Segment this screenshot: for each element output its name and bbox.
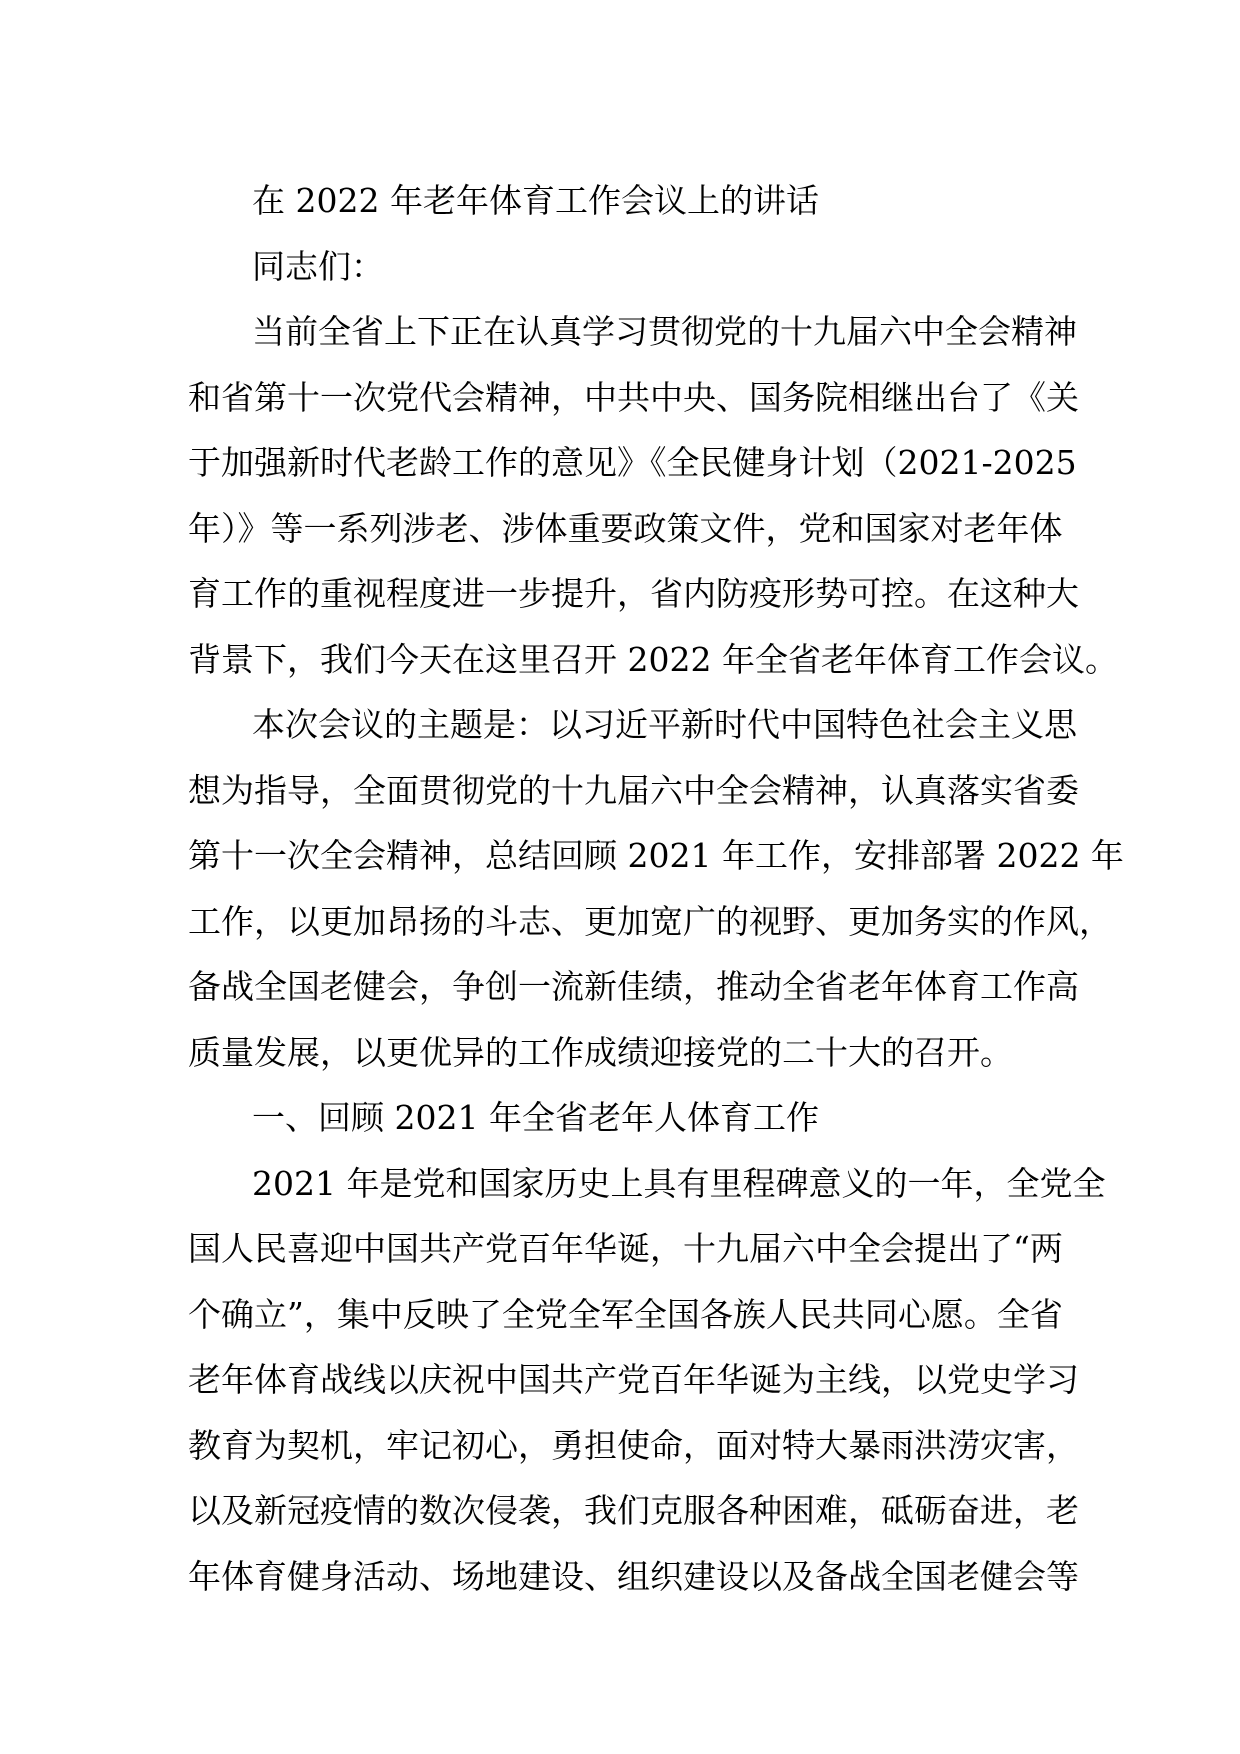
paragraph-1-line-5: 育工作的重视程度进一步提升，省内防疫形势可控。在这种大 xyxy=(188,574,1079,613)
paragraph-2-line-1: 本次会议的主题是：以习近平新时代中国特色社会主义思 xyxy=(252,705,1077,744)
paragraph-3-line-3: 个确立”，集中反映了全党全军全国各族人民共同心愿。全省 xyxy=(188,1294,1063,1334)
document-title: 在 2022 年老年体育工作会议上的讲话 xyxy=(252,181,819,220)
paragraph-3-line-7: 年体育健身活动、场地建设、组织建设以及备战全国老健会等 xyxy=(188,1556,1079,1596)
salutation: 同志们： xyxy=(252,246,384,286)
paragraph-1-line-6: 背景下，我们今天在这里召开 2022 年全省老年体育工作会议。 xyxy=(188,639,1118,679)
paragraph-1-line-4: 年）》等一系列涉老、涉体重要政策文件，党和国家对老年体 xyxy=(188,508,1063,548)
paragraph-2-line-3: 第十一次全会精神，总结回顾 2021 年工作，安排部署 2022 年 xyxy=(188,836,1124,875)
paragraph-2-line-6: 质量发展，以更优异的工作成绩迎接党的二十大的召开。 xyxy=(188,1032,1013,1072)
paragraph-3-line-1: 2021 年是党和国家历史上具有里程碑意义的一年，全党全 xyxy=(252,1163,1106,1203)
paragraph-3-line-5: 教育为契机，牢记初心，勇担使命，面对特大暴雨洪涝灾害， xyxy=(188,1425,1079,1465)
paragraph-1-line-2: 和省第十一次党代会精神，中共中央、国务院相继出台了《关 xyxy=(188,377,1079,417)
paragraph-2-line-4: 工作，以更加昂扬的斗志、更加宽广的视野、更加务实的作风， xyxy=(188,901,1112,941)
paragraph-1-line-3: 于加强新时代老龄工作的意见》《全民健身计划（2021-2025 xyxy=(188,443,1077,482)
section-heading-1: 一、回顾 2021 年全省老年人体育工作 xyxy=(252,1098,819,1137)
paragraph-1-line-1: 当前全省上下正在认真学习贯彻党的十九届六中全会精神 xyxy=(252,312,1077,351)
paragraph-2-line-5: 备战全国老健会，争创一流新佳绩，推动全省老年体育工作高 xyxy=(188,967,1079,1006)
paragraph-3-line-6: 以及新冠疫情的数次侵袭，我们克服各种困难，砥砺奋进，老 xyxy=(188,1491,1079,1530)
document-body xyxy=(188,168,1124,1609)
paragraph-2-line-2: 想为指导，全面贯彻党的十九届六中全会精神，认真落实省委 xyxy=(188,770,1079,810)
paragraph-3-line-4: 老年体育战线以庆祝中国共产党百年华诞为主线，以党史学习 xyxy=(188,1360,1079,1399)
paragraph-3-line-2: 国人民喜迎中国共产党百年华诞，十九届六中全会提出了“两 xyxy=(188,1229,1063,1268)
